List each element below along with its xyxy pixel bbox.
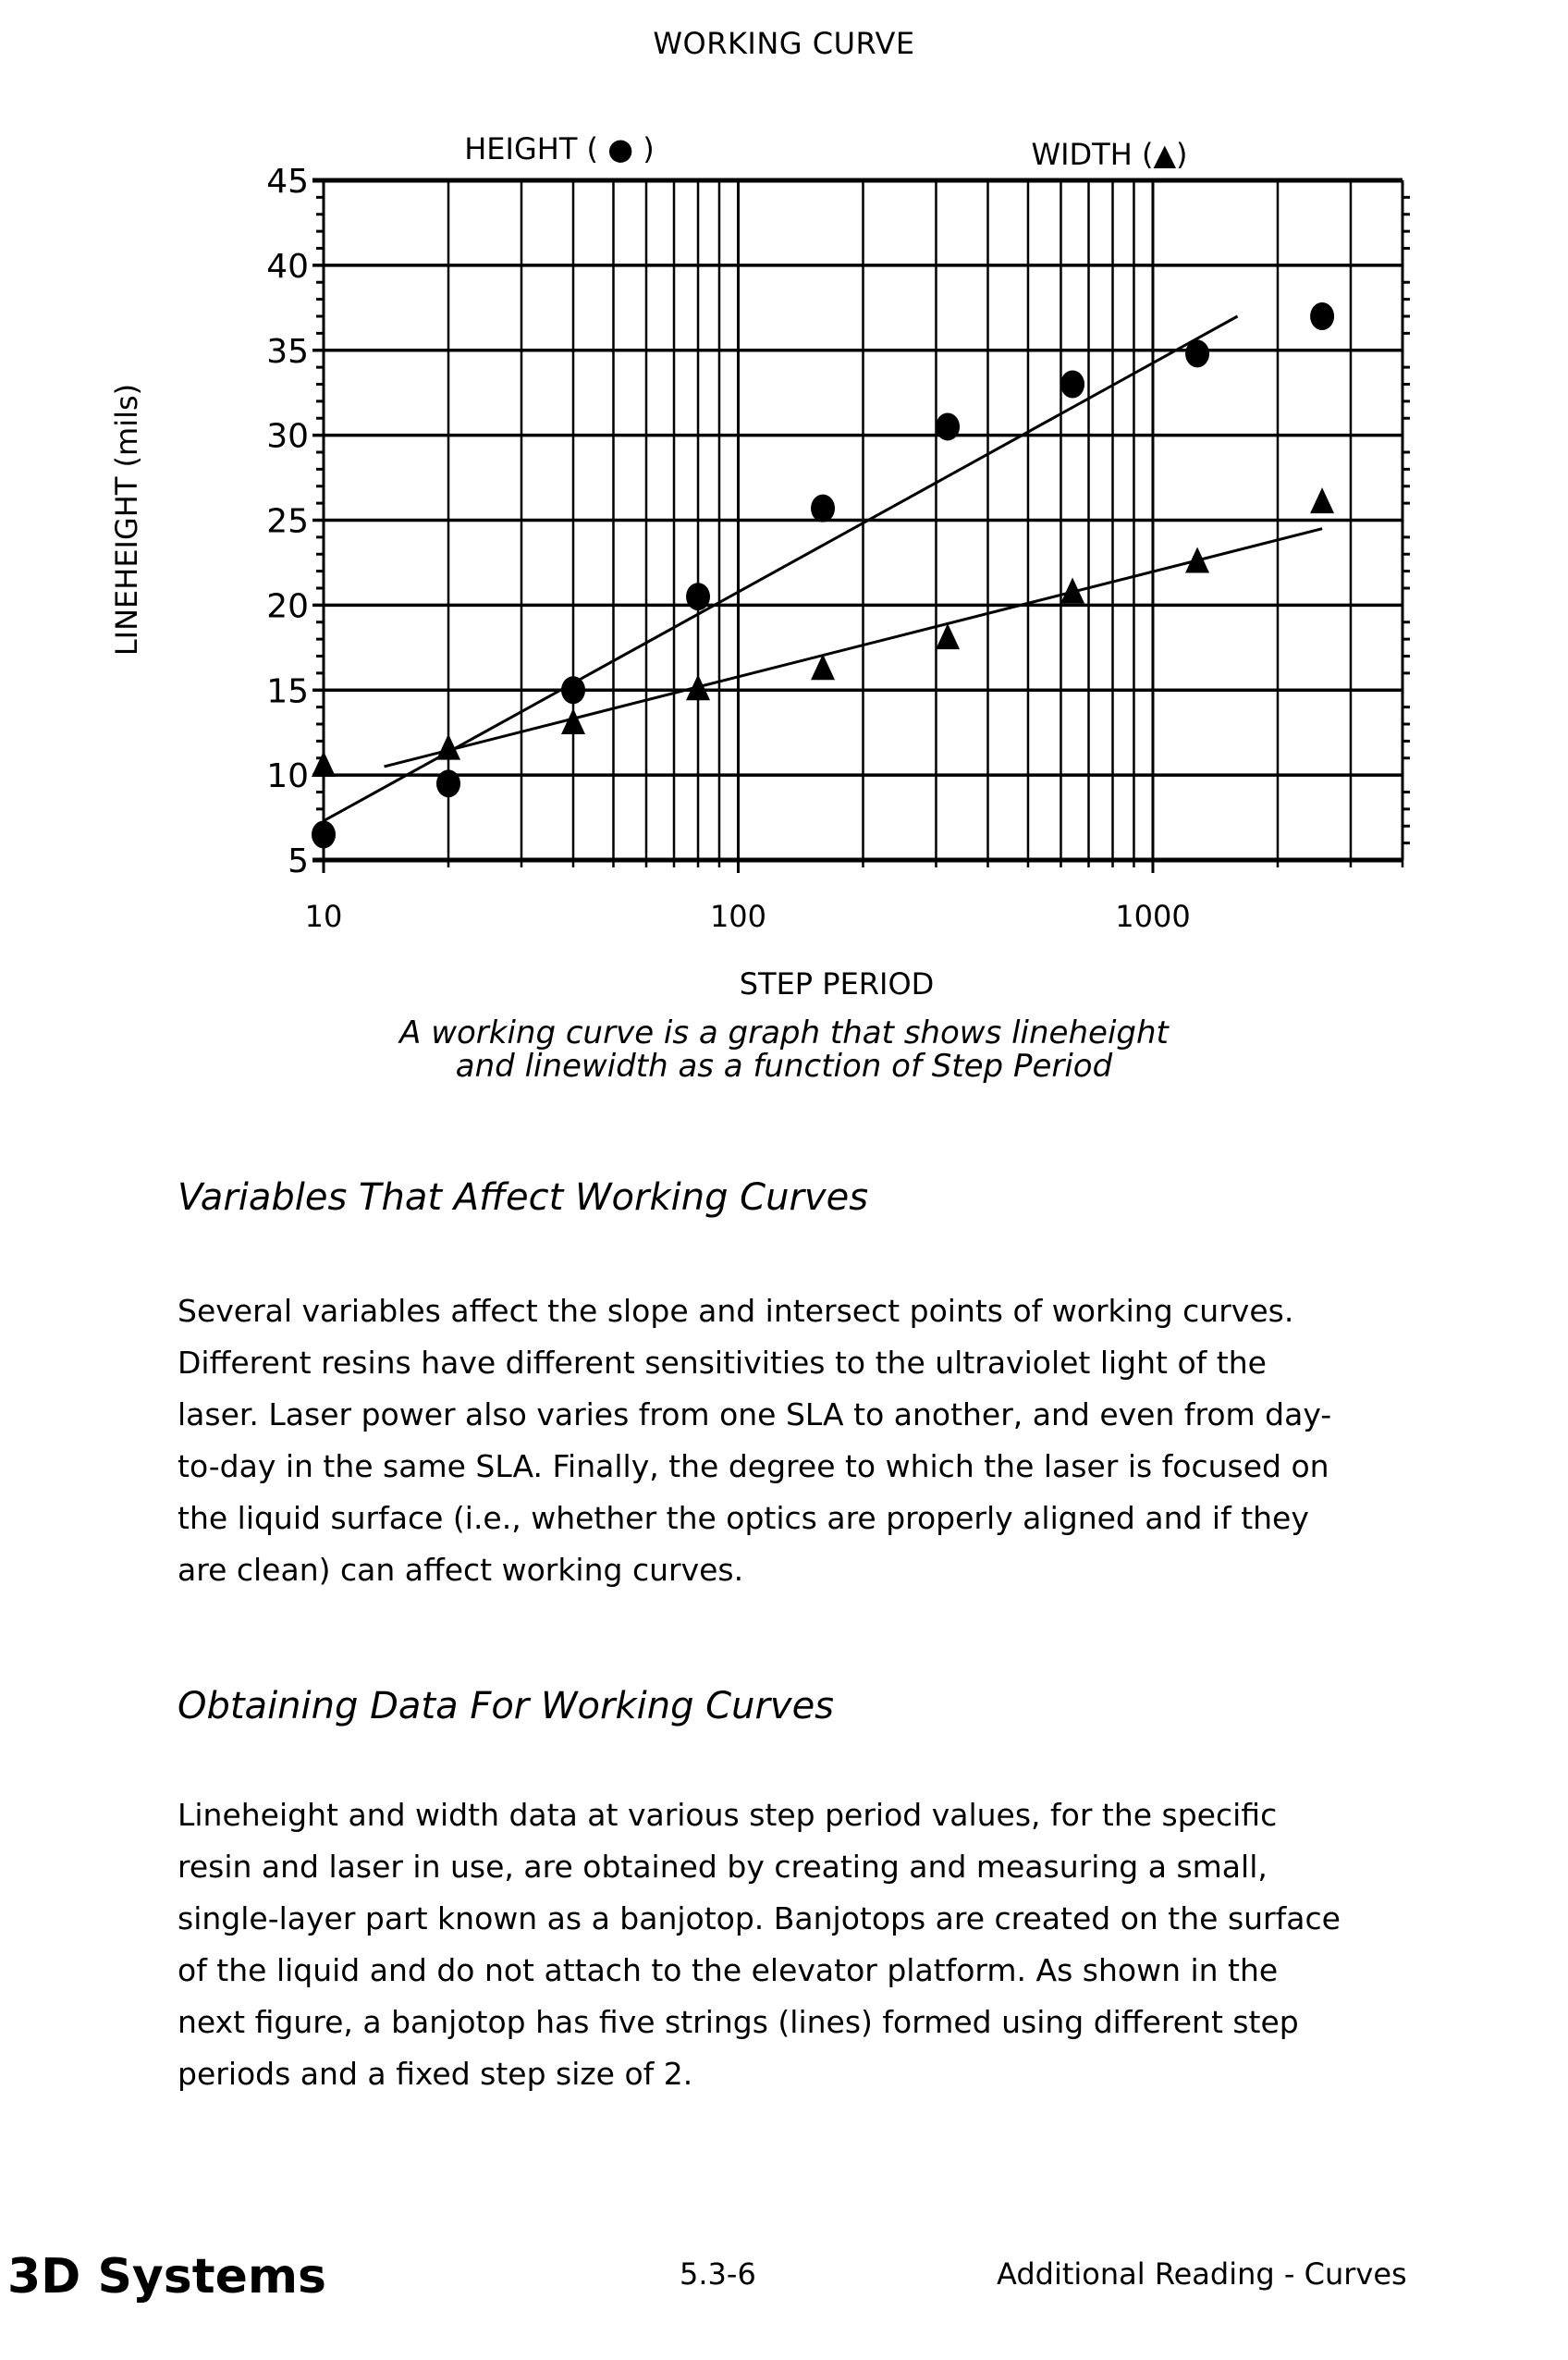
width-fit-line — [385, 529, 1323, 767]
height-data-point — [312, 820, 336, 848]
x-tick-label: 1000 — [1115, 899, 1191, 934]
paragraph-line: laser. Laser power also varies from one SLA to another, and even from day- — [178, 1396, 1332, 1432]
y-tick-label: 20 — [266, 587, 309, 626]
paragraph-line: Different resins have different sensitivities to the ultraviolet light of the — [178, 1345, 1267, 1381]
paragraph-line: the liquid surface (i.e., whether the optics are properly aligned and if they — [178, 1500, 1309, 1536]
height-fit-line — [324, 316, 1238, 821]
width-data-point — [1310, 487, 1334, 513]
x-axis-label: STEP PERIOD — [739, 966, 935, 1002]
paragraph-line: of the liquid and do not attach to the elevator platform. As shown in the — [178, 1952, 1279, 1988]
paragraph-line: Lineheight and width data at various step period values, for the specific — [178, 1797, 1278, 1833]
height-data-point — [561, 676, 585, 704]
section-heading-obtaining-data: Obtaining Data For Working Curves — [178, 1685, 835, 1727]
y-tick-label: 30 — [266, 417, 309, 456]
legend-width: WIDTH (▲) — [1031, 137, 1188, 172]
chart-caption-line-1: A working curve is a graph that shows lineheight — [399, 1014, 1169, 1051]
x-tick-label: 10 — [304, 899, 343, 934]
section-heading-variables: Variables That Affect Working Curves — [178, 1176, 869, 1219]
paragraph-line: next figure, a banjotop has five strings (lines) formed using different step — [178, 2004, 1299, 2040]
y-tick-label: 25 — [266, 502, 309, 541]
width-data-point — [312, 751, 336, 777]
width-data-point — [686, 674, 710, 700]
width-data-point — [936, 623, 960, 649]
y-tick-label: 45 — [266, 163, 309, 201]
footer-page-number: 5.3-6 — [680, 2256, 756, 2292]
working-curve-chart — [0, 0, 1568, 1017]
y-tick-label: 10 — [266, 757, 309, 796]
paragraph-line: single-layer part known as a banjotop. Banjotops are created on the surface — [178, 1900, 1341, 1936]
y-tick-label: 40 — [266, 247, 309, 286]
height-data-point — [1060, 371, 1084, 399]
height-data-point — [436, 769, 460, 797]
paragraph-line: periods and a fixed step size of 2. — [178, 2056, 693, 2092]
height-data-point — [1185, 339, 1209, 367]
x-tick-label: 100 — [709, 899, 767, 934]
chart-caption-line-2: and linewidth as a function of Step Period — [455, 1048, 1113, 1085]
y-axis-label: LINEHEIGHT (mils) — [109, 383, 144, 657]
height-data-point — [936, 412, 960, 440]
footer-section: Additional Reading - Curves — [997, 2256, 1407, 2292]
footer-brand: 3D Systems — [7, 2249, 327, 2305]
chart-title: WORKING CURVE — [653, 26, 915, 61]
y-tick-label: 5 — [288, 842, 309, 880]
height-data-point — [811, 495, 835, 522]
paragraph-line: resin and laser in use, are obtained by creating and measuring a small, — [178, 1849, 1268, 1885]
paragraph-obtaining-data — [178, 1789, 1546, 2100]
y-tick-label: 35 — [266, 332, 309, 371]
width-data-point — [1185, 547, 1209, 572]
paragraph-line: to-day in the same SLA. Finally, the degree to which the laser is focused on — [178, 1448, 1329, 1484]
height-data-point — [686, 583, 710, 610]
paragraph-variables — [178, 1285, 1546, 1596]
paragraph-line: Several variables affect the slope and intersect points of working curves. — [178, 1293, 1294, 1329]
height-data-point — [1310, 302, 1334, 330]
paragraph-line: are clean) can affect working curves. — [178, 1552, 744, 1588]
y-tick-label: 15 — [266, 672, 309, 711]
legend-height: HEIGHT ( ● ) — [464, 131, 655, 166]
